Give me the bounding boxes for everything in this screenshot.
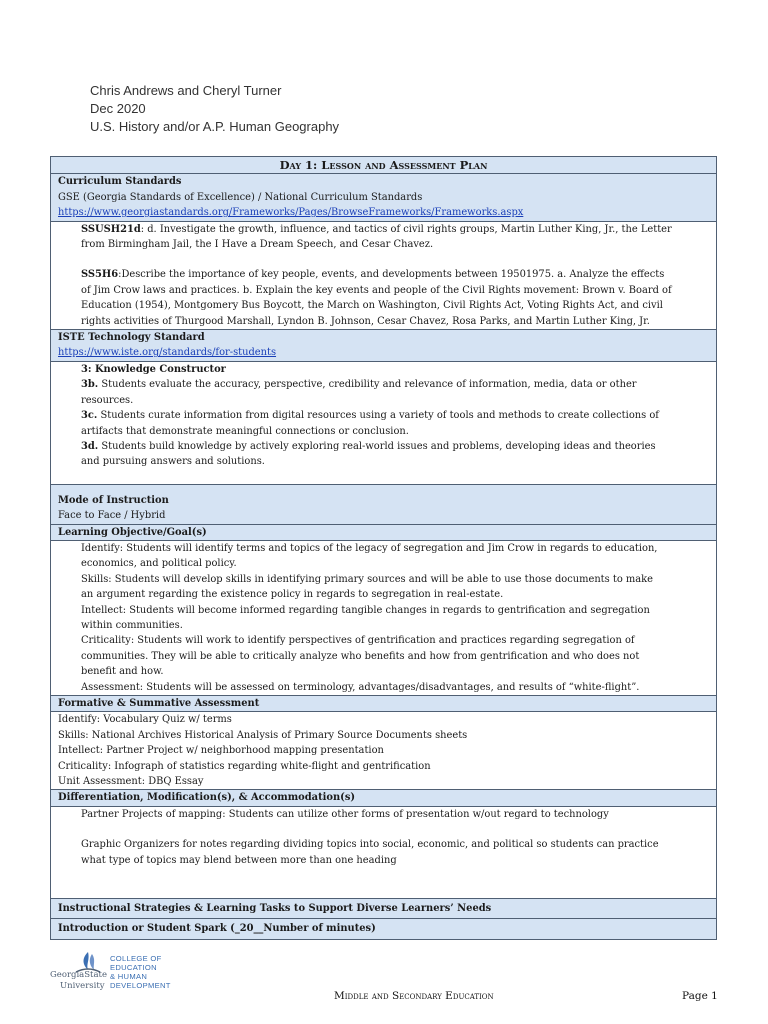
assessment-content-row <box>51 712 717 790</box>
std1-line2: from Birmingham Jail, the I Have a Dream Speech, and Cesar Chavez. <box>81 239 434 251</box>
assessment-line: Skills: National Archives Historical Analysis of Primary Source Documents sheets <box>58 729 468 741</box>
lesson-plan-table <box>50 156 717 940</box>
iste-heading: 3: Knowledge Constructor <box>81 363 226 375</box>
objective-line: Criticality: Students will work to identify perspectives of gentrification and practices regarding segregation of <box>81 635 635 647</box>
page-number: Page 1 <box>682 990 718 1002</box>
intro-row <box>51 919 717 939</box>
curriculum-content-row <box>51 221 717 329</box>
iste-label: ISTE Technology Standard <box>58 332 205 344</box>
college-line: DEVELOPMENT <box>110 981 171 990</box>
std1-line1: : d. Investigate the growth, influence, and tactics of civil rights groups, Martin Luther King, Jr., the Letter <box>140 223 672 235</box>
university-name-line2: University <box>60 981 105 991</box>
objectives-content-row <box>51 540 717 695</box>
assessment-header-row <box>51 696 717 712</box>
assessment-line: Intellect: Partner Project w/ neighborhood mapping presentation <box>58 745 384 757</box>
college-line: & HUMAN <box>110 972 148 981</box>
iste-3d-line2: and pursuing answers and solutions. <box>81 456 265 468</box>
mode-label: Mode of Instruction <box>58 494 169 506</box>
iste-header-row <box>51 330 717 362</box>
assessment-line: Criticality: Infograph of statistics regarding white-flight and gentrification <box>58 760 431 772</box>
footer-department: Middle and Secondary Education <box>334 990 494 1002</box>
std2-line2: of Jim Crow laws and practices. b. Explain the key events and people of the Civil Rights movement: Brown v. Board of <box>81 284 672 296</box>
document-header <box>90 82 339 136</box>
objective-line: benefit and how. <box>81 666 164 678</box>
objective-line: communities. They will be able to critically analyze who benefits and how from gentrification and who does not <box>81 650 640 662</box>
iste-3d-line1: Students build knowledge by actively exploring real-world issues and problems, developing ideas and theories <box>98 440 656 452</box>
strategies-row <box>51 899 717 919</box>
objective-line: economics, and political policy. <box>81 558 237 570</box>
assessment-line: Identify: Vocabulary Quiz w/ terms <box>58 714 232 726</box>
gsu-logo <box>50 950 180 996</box>
title-row <box>51 157 717 174</box>
curriculum-description: GSE (Georgia Standards of Excellence) / National Curriculum Standards <box>58 191 423 203</box>
iste-link[interactable]: https://www.iste.org/standards/for-students <box>58 347 277 359</box>
differentiation-header-row <box>51 790 717 806</box>
std1-code: SSUSH21d <box>81 223 141 235</box>
authors: Chris Andrews and Cheryl Turner <box>90 83 282 98</box>
assessment-line: Unit Assessment: DBQ Essay <box>58 776 204 788</box>
objectives-label: Learning Objective/Goal(s) <box>58 526 207 538</box>
differentiation-content-row <box>51 806 717 898</box>
differentiation-line1: Partner Projects of mapping: Students can utilize other forms of presentation w/out regard to technology <box>81 808 609 820</box>
mode-row <box>51 484 717 524</box>
university-name-line1: GeorgiaState <box>50 970 107 980</box>
mode-value: Face to Face / Hybrid <box>58 510 166 522</box>
std2-line1: :Describe the importance of key people, events, and developments between 19501975. a. Analyze the effects <box>118 269 665 281</box>
objective-line: Identify: Students will identify terms and topics of the legacy of segregation and Jim Crow in regards to education, <box>81 542 658 554</box>
iste-3b-line2: resources. <box>81 394 134 406</box>
curriculum-label: Curriculum Standards <box>58 176 182 188</box>
college-line: EDUCATION <box>110 963 157 972</box>
course: U.S. History and/or A.P. Human Geography <box>90 119 340 134</box>
std2-code: SS5H6 <box>81 269 119 281</box>
objective-line: Skills: Students will develop skills in identifying primary sources and will be able to use those documents to make <box>81 573 653 585</box>
iste-3b-code: 3b. <box>81 379 99 391</box>
plan-title: Day 1: Lesson and Assessment Plan <box>51 157 717 174</box>
iste-3c-line1: Students curate information from digital resources using a variety of tools and methods to create collections of <box>97 410 659 422</box>
georgia-standards-link[interactable]: https://www.georgiastandards.org/Frameworks/Pages/BrowseFrameworks/Frameworks.aspx <box>58 207 524 219</box>
iste-content-row <box>51 361 717 484</box>
objective-line: an argument regarding the existence policy in regards to segregation in real-estate. <box>81 589 504 601</box>
objective-line: within communities. <box>81 619 183 631</box>
date: Dec 2020 <box>90 101 146 116</box>
iste-3c-code: 3c. <box>81 410 98 422</box>
college-line: COLLEGE OF <box>110 954 162 963</box>
iste-3c-line2: artifacts that demonstrate meaningful connections or conclusion. <box>81 425 409 437</box>
assessment-label: Formative & Summative Assessment <box>58 698 260 709</box>
objective-line: Intellect: Students will become informed regarding tangible changes in regards to gentrification and segregation <box>81 604 650 616</box>
objective-line: Assessment: Students will be assessed on terminology, advantages/disadvantages, and results of “white-flight”. <box>81 681 640 693</box>
intro-label: Introduction or Student Spark (_20__Number of minutes) <box>58 923 376 935</box>
iste-3d-code: 3d. <box>81 440 99 452</box>
college-name <box>110 954 171 990</box>
differentiation-line2: Graphic Organizers for notes regarding dividing topics into social, economic, and political so students can practice <box>81 839 659 851</box>
differentiation-label: Differentiation, Modification(s), & Accommodation(s) <box>58 792 356 804</box>
objectives-header-row <box>51 524 717 540</box>
curriculum-header-row <box>51 174 717 221</box>
iste-3b-line1: Students evaluate the accuracy, perspective, credibility and relevance of information, media, data or other <box>98 379 637 391</box>
std2-line3: Education (1954), Montgomery Bus Boycott, the March on Washington, Civil Rights Act, Voting Rights Act, and civil <box>81 300 663 312</box>
std2-line4: rights activities of Thurgood Marshall, Lyndon B. Johnson, Cesar Chavez, Rosa Parks, and Martin Luther King, Jr. <box>81 315 650 327</box>
differentiation-line3: what type of topics may blend between more than one heading <box>81 854 397 866</box>
strategies-label: Instructional Strategies & Learning Tasks to Support Diverse Learners’ Needs <box>58 903 492 915</box>
